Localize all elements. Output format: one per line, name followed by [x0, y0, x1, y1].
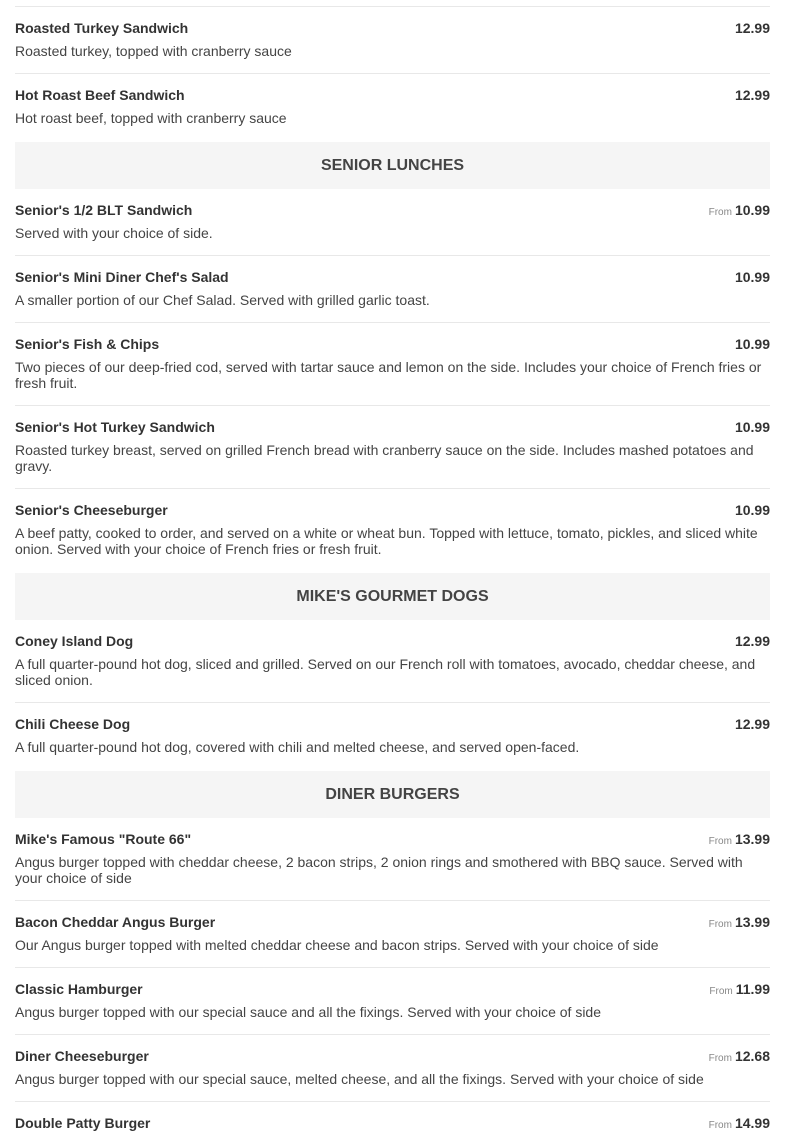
item-description: Angus burger topped with cheddar cheese, 2 bacon strips, 2 onion rings and smothered with BBQ sauce. Served with your choice of side [15, 854, 743, 886]
menu-item[interactable] [15, 901, 770, 968]
item-description: A beef patty, cooked to order, and served on a white or wheat bun. Topped with lettuce, tomato, pickles, and sliced white onion. Served with your choice of French fries or fresh fruit. [15, 525, 758, 557]
item-price [709, 914, 770, 933]
price-value: 12.68 [734, 1048, 770, 1064]
price-value: 12.99 [734, 633, 770, 649]
item-description: Our Angus burger topped with melted cheddar cheese and bacon strips. Served with your choice of side [15, 937, 659, 953]
item-description: Angus burger topped with our special sauce and all the fixings. Served with your choice of side [15, 1004, 602, 1020]
price-prefix: From [708, 836, 732, 847]
price-value: 10.99 [734, 502, 770, 518]
price-value: 13.99 [734, 914, 770, 930]
item-name: Diner Cheeseburger [15, 1048, 149, 1064]
item-description: Angus burger topped with our special sauce, melted cheese, and all the fixings. Served with your choice of side [15, 1071, 704, 1087]
price-value: 10.99 [734, 419, 770, 435]
item-description: A smaller portion of our Chef Salad. Served with grilled garlic toast. [15, 292, 430, 308]
item-price [709, 1048, 770, 1067]
menu-item[interactable] [15, 406, 770, 489]
price-value: 11.99 [735, 981, 770, 997]
divider [15, 0, 770, 7]
price-prefix: From [709, 986, 733, 997]
menu-item[interactable] [15, 1102, 770, 1147]
section-header-senior-lunches: SENIOR LUNCHES [15, 142, 770, 189]
item-price [732, 87, 770, 106]
item-price [732, 20, 770, 39]
item-price [709, 202, 770, 221]
item-price [709, 981, 770, 1000]
item-price [709, 831, 770, 850]
price-value: 10.99 [734, 202, 770, 218]
menu-item[interactable] [15, 256, 770, 323]
menu-item[interactable] [15, 7, 770, 74]
price-prefix: From [708, 207, 732, 218]
section-header-gourmet-dogs: MIKE'S GOURMET DOGS [15, 573, 770, 620]
price-value: 12.99 [734, 87, 770, 103]
price-value: 10.99 [734, 269, 770, 285]
menu-list [15, 0, 770, 1147]
menu-item[interactable] [15, 489, 770, 573]
price-prefix: From [708, 1120, 732, 1131]
item-name: Coney Island Dog [15, 633, 134, 649]
menu-item[interactable] [15, 620, 770, 703]
price-prefix: From [708, 1053, 732, 1064]
item-name: Senior's Fish & Chips [15, 336, 160, 352]
price-prefix: From [708, 919, 732, 930]
item-description: Two pieces of our deep-fried cod, served with tartar sauce and lemon on the side. Includes your choice of French fries or fresh fruit. [15, 359, 762, 391]
menu-item[interactable] [15, 189, 770, 256]
item-name: Classic Hamburger [15, 981, 143, 997]
section-header-diner-burgers: DINER BURGERS [15, 771, 770, 818]
item-price [709, 1115, 770, 1134]
item-price [732, 419, 770, 438]
item-description: Served with your choice of side. [15, 225, 213, 241]
menu-item[interactable] [15, 1035, 770, 1102]
price-value: 13.99 [734, 831, 770, 847]
item-name: Roasted Turkey Sandwich [15, 20, 189, 36]
item-description: A full quarter-pound hot dog, covered with chili and melted cheese, and served open-faced. [15, 739, 580, 755]
menu-item[interactable] [15, 323, 770, 406]
item-name: Senior's Hot Turkey Sandwich [15, 419, 215, 435]
item-name: Mike's Famous "Route 66" [15, 831, 192, 847]
item-name: Senior's Cheeseburger [15, 502, 168, 518]
menu-item[interactable] [15, 703, 770, 771]
price-value: 12.99 [734, 716, 770, 732]
price-value: 12.99 [734, 20, 770, 36]
item-description: Roasted turkey breast, served on grilled French bread with cranberry sauce on the side. Includes mashed potatoes and gravy. [15, 442, 754, 474]
item-name: Double Patty Burger [15, 1115, 151, 1131]
item-description: Hot roast beef, topped with cranberry sauce [15, 110, 287, 126]
item-description: A full quarter-pound hot dog, sliced and grilled. Served on our French roll with tomatoes, avocado, cheddar cheese, and sliced onion. [15, 656, 756, 688]
price-value: 10.99 [734, 336, 770, 352]
item-name: Senior's Mini Diner Chef's Salad [15, 269, 229, 285]
menu-item[interactable] [15, 74, 770, 142]
item-price [732, 716, 770, 735]
item-name: Hot Roast Beef Sandwich [15, 87, 185, 103]
item-name: Chili Cheese Dog [15, 716, 131, 732]
item-price [732, 502, 770, 521]
item-name: Senior's 1/2 BLT Sandwich [15, 202, 193, 218]
menu-item[interactable] [15, 968, 770, 1035]
item-price [732, 269, 770, 288]
item-price [732, 633, 770, 652]
item-price [732, 336, 770, 355]
item-description: Roasted turkey, topped with cranberry sauce [15, 43, 292, 59]
item-name: Bacon Cheddar Angus Burger [15, 914, 216, 930]
price-value: 14.99 [734, 1115, 770, 1131]
menu-item[interactable] [15, 818, 770, 901]
